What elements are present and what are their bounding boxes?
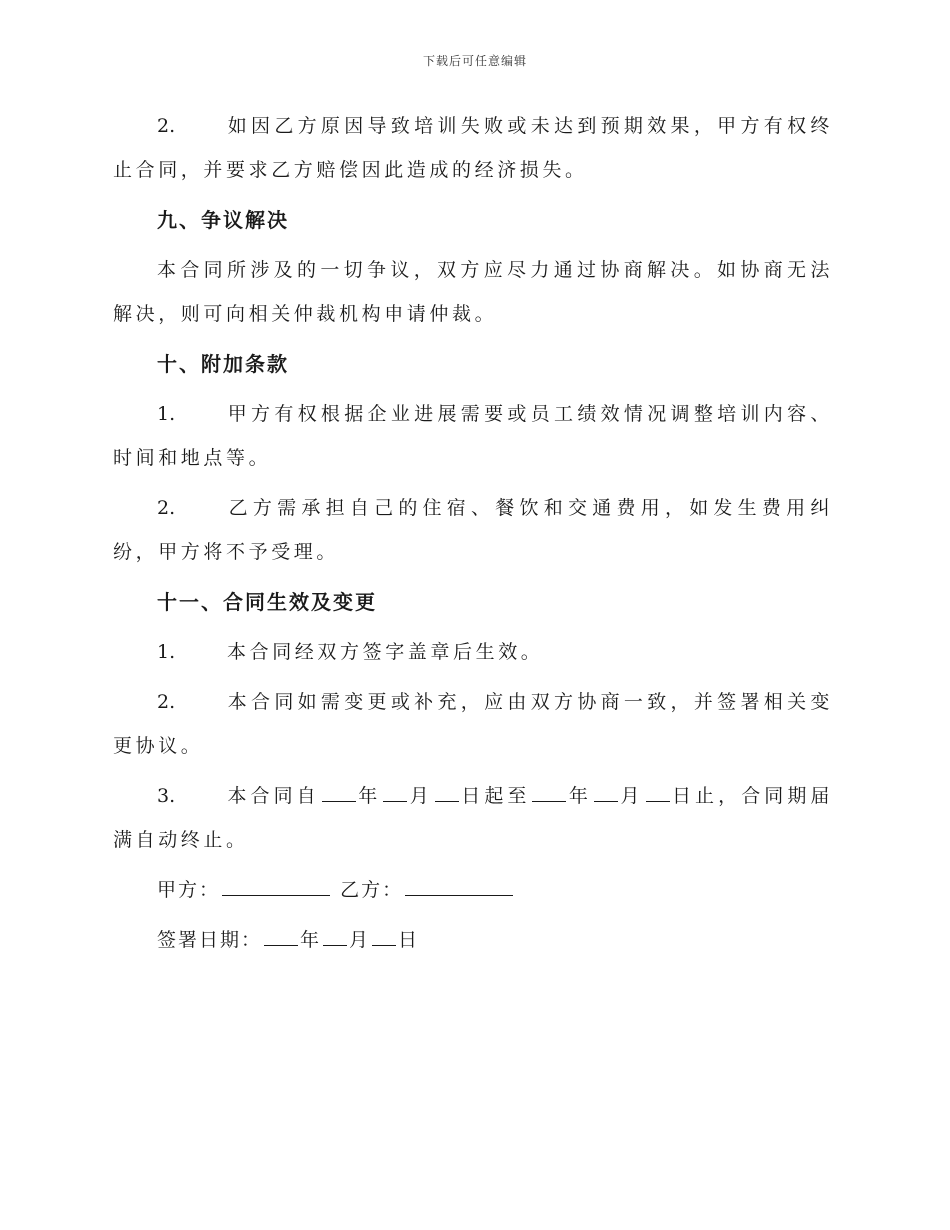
date-day: 日	[398, 929, 420, 951]
party-b-blank	[405, 873, 513, 896]
party-b-label: 乙方：	[340, 879, 404, 901]
clause-paragraph	[113, 248, 833, 336]
item-number: 2.	[157, 497, 176, 519]
clause-paragraph	[113, 104, 833, 192]
blank-field	[372, 923, 396, 946]
party-a-blank	[222, 873, 330, 896]
clause-text: 月	[409, 785, 433, 807]
clause-text: 月	[620, 785, 644, 807]
clause-text: 日起至	[460, 785, 531, 807]
date-label: 签署日期：	[157, 929, 263, 951]
blank-field	[264, 923, 298, 946]
clause-paragraph	[113, 486, 833, 574]
date-month: 月	[349, 929, 371, 951]
clause-paragraph	[113, 774, 833, 862]
document-body	[113, 104, 833, 968]
blank-field	[383, 779, 407, 802]
item-number: 3.	[157, 785, 176, 807]
blank-field	[435, 779, 459, 802]
signature-date	[157, 918, 833, 962]
blank-field	[532, 779, 566, 802]
section-heading-9: 九、争议解决	[157, 208, 289, 232]
clause-text: 乙方需承担自己的住宿、餐饮和交通费用，如发生费用纠纷，甲方将不予受理。	[113, 497, 833, 563]
blank-field	[323, 923, 347, 946]
clause-text: 甲方有权根据企业进展需要或员工绩效情况调整培训内容、时间和地点等。	[113, 403, 833, 469]
item-number: 1.	[157, 403, 176, 425]
clause-text: 日止，合同期届满自动终止。	[113, 785, 833, 851]
page-header: 下载后可任意编辑	[422, 54, 527, 68]
item-number: 2.	[157, 691, 176, 713]
clause-paragraph	[113, 392, 833, 480]
clause-text: 本合同经双方签字盖章后生效。	[227, 641, 544, 663]
clause-text: 本合同如需变更或补充，应由双方协商一致，并签署相关变更协议。	[113, 691, 833, 757]
clause-paragraph	[113, 630, 833, 674]
blank-field	[646, 779, 670, 802]
date-year: 年	[300, 929, 322, 951]
clause-text: 本合同自	[227, 785, 320, 807]
signature-parties	[157, 868, 833, 912]
section-heading-10: 十、附加条款	[157, 352, 289, 376]
blank-field	[322, 779, 356, 802]
clause-paragraph	[113, 680, 833, 768]
clause-text: 如因乙方原因导致培训失败或未达到预期效果，甲方有权终止合同，并要求乙方赔偿因此造成的经济损失。	[113, 115, 833, 181]
clause-text: 年	[357, 785, 382, 807]
item-number: 2.	[157, 115, 176, 137]
section-heading-11: 十一、合同生效及变更	[157, 590, 377, 614]
clause-text: 年	[568, 785, 592, 807]
blank-field	[594, 779, 618, 802]
clause-text: 本合同所涉及的一切争议，双方应尽力通过协商解决。如协商无法解决，则可向相关仲裁机构申请仲裁。	[113, 259, 833, 325]
item-number: 1.	[157, 641, 176, 663]
party-a-label: 甲方：	[157, 879, 221, 901]
